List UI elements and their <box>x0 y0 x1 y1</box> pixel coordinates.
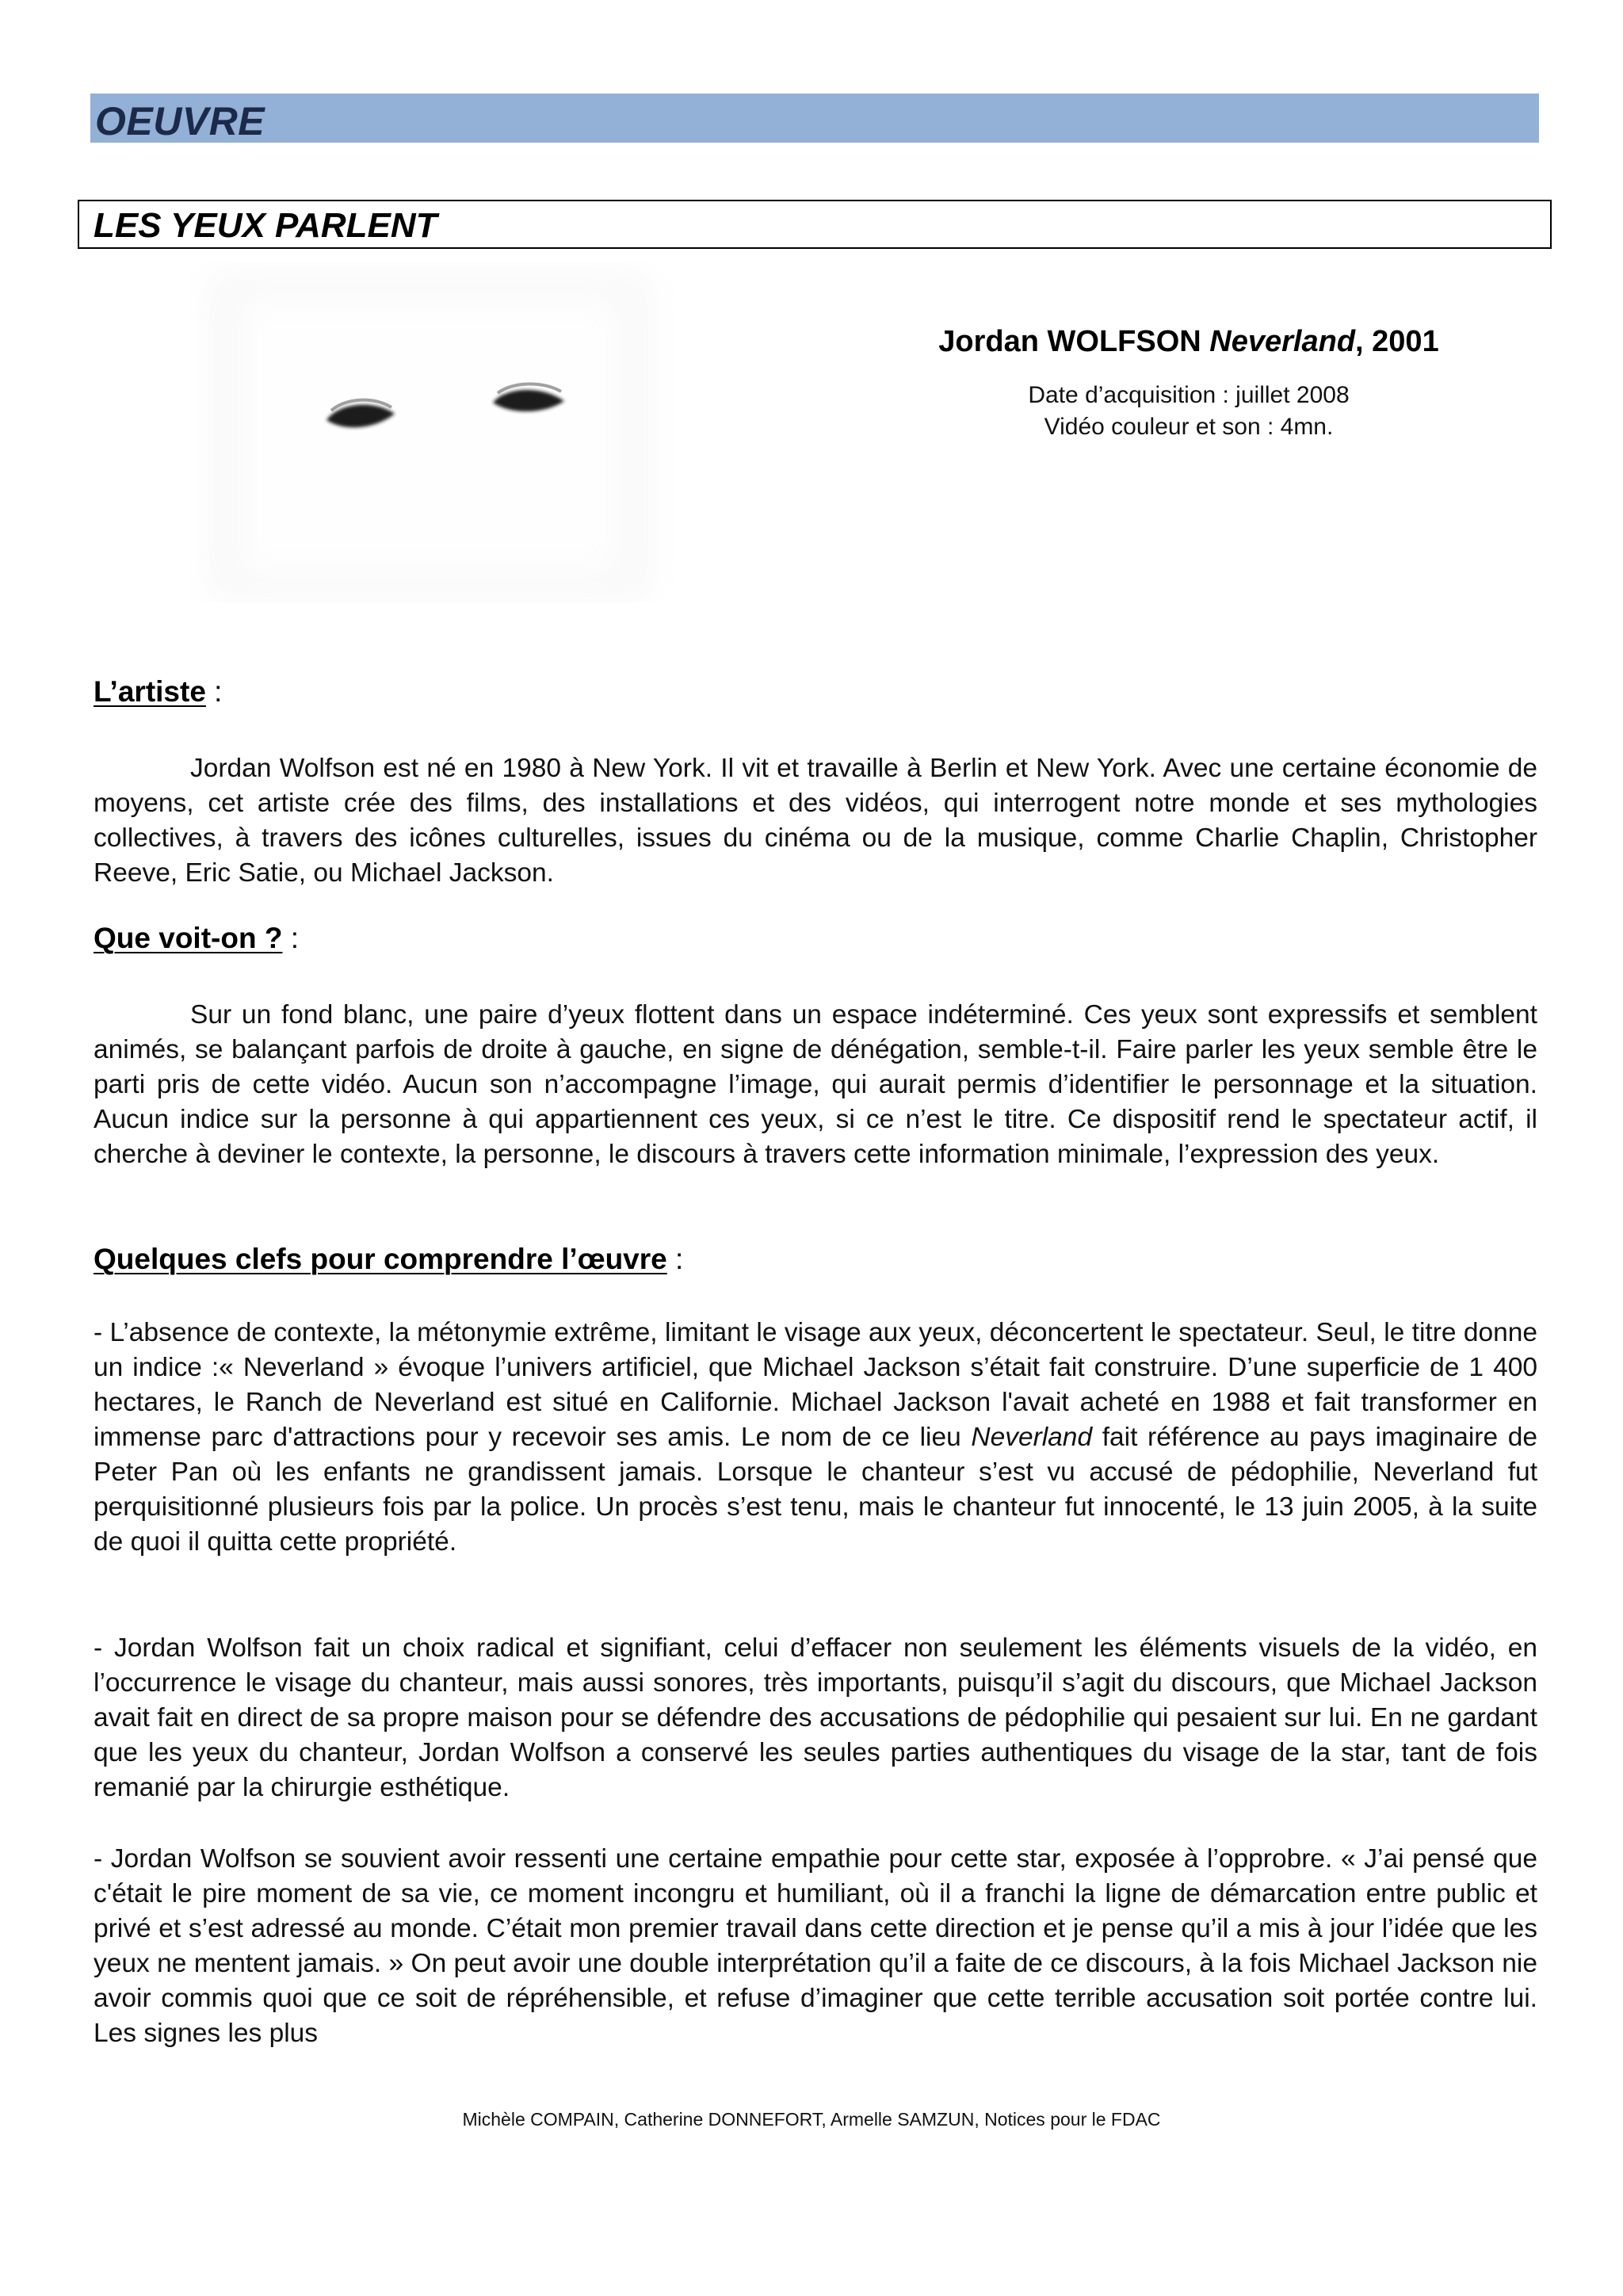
keys-paragraph-2: - Jordan Wolfson fait un choix radical et signifiant, celui d’effacer non seulement les éléments visuels de la vidéo, en l’occurrence le visage du chanteur, mais aussi sonores, très importants, puisqu’il s’agit du discours, que Michael Jackson avait fait en direct de sa propre maison pour se défendre des accusations de pédophilie qui pesaient sur lui. En ne gardant que les yeux du chanteur, Jordan Wolfson a conservé les seules parties authentiques du visage de la star, tant de fois remanié par la chirurgie esthétique. <box>94 1633 1537 1802</box>
section-banner <box>90 94 1539 143</box>
artwork-title: Neverland <box>1209 325 1356 358</box>
keys-paragraph-1-part-a: - L’absence de contexte, la métonymie extrême, limitant le visage aux yeux, déconcertent le spectateur. Seul, le titre donne un indice :« Neverland » évoque l’univers artificiel, que Michael Jackson s’était fait construire. D’une superficie de 1 400 hectares, le Ranch de Neverland est situé en Californie. Michael Jackson l'avait acheté en 1988 et fait transformer en immense parc d'attractions pour y recevoir ses amis. Le nom de ce lieu <box>94 1318 1537 1452</box>
artwork-title-line <box>880 325 1498 359</box>
keys-paragraph-1-italic: Neverland <box>971 1423 1093 1452</box>
artwork-info <box>880 325 1498 443</box>
medium-duration: Vidéo couleur et son : 4mn. <box>1044 414 1334 440</box>
page-subtitle: LES YEUX PARLENT <box>94 206 437 245</box>
page-footer: Michèle COMPAIN, Catherine DONNEFORT, Armelle SAMZUN, Notices pour le FDAC <box>462 2109 1161 2130</box>
heading-suffix: : <box>205 675 223 708</box>
heading-suffix: : <box>666 1243 684 1275</box>
artist-paragraph: Jordan Wolfson est né en 1980 à New York. Il vit et travaille à Berlin et New York. Avec une certaine économie de moyens, cet artiste crée des films, des installations et des vidéos, qui interrogent notre monde et ses mythologies collectives, à travers des icônes culturelles, issues du cinéma ou de la musique, comme Charlie Chaplin, Christopher Reeve, Eric Satie, ou Michael Jackson. <box>94 754 1537 888</box>
heading-label: Quelques clefs pour comprendre l’œuvre <box>94 1243 667 1275</box>
subtitle-box <box>78 200 1552 249</box>
keys-paragraph-1-part-b: fait référence au pays imaginaire de Peter Pan où les enfants ne grandissent jamais. Lorsque le chanteur s’est vu accusé de pédophilie, Neverland fut perquisitionné plusieurs fois par la police. Un procès s’est tenu, mais le chanteur fut innocenté, le 13 juin 2005, à la suite de quoi il quitta cette propriété. <box>94 1423 1537 1557</box>
keys-paragraph-1 <box>94 1316 1537 1560</box>
heading-label: Que voit-on ? <box>94 922 283 954</box>
section-heading-artist <box>94 675 222 709</box>
banner-title: OEUVRE <box>95 99 265 143</box>
heading-label: L’artiste <box>94 675 206 708</box>
acquisition-date: Date d’acquisition : juillet 2008 <box>1028 382 1350 408</box>
heading-suffix: : <box>282 922 299 954</box>
section-heading-what <box>94 922 299 955</box>
eyes-image <box>187 262 678 602</box>
keys-paragraph-3: - Jordan Wolfson se souvient avoir ressenti une certaine empathie pour cette star, exposée à l’opprobre. « J’ai pensé que c'était le pire moment de sa vie, ce moment incongru et humiliant, où il a franchi la ligne de démarcation entre public et privé et s’est adressé au monde. C’était mon premier travail dans cette direction et je pense qu’il a mis à jour l’idée que les yeux ne mentent jamais. » On peut avoir une double interprétation qu’il a faite de ce discours, à la fois Michael Jackson nie avoir commis quoi que ce soit de répréhensible, et refuse d’imaginer que cette terrible accusation soit portée contre lui. Les signes les plus <box>94 1844 1537 2048</box>
artwork-year: , 2001 <box>1355 325 1439 358</box>
artist-name: Jordan WOLFSON <box>938 325 1201 358</box>
what-paragraph: Sur un fond blanc, une paire d’yeux flottent dans un espace indéterminé. Ces yeux sont expressifs et semblent animés, se balançant parfois de droite à gauche, en signe de dénégation, semble-t-il. Faire parler les yeux semble être le parti pris de cette vidéo. Aucun son n’accompagne l’image, qui aurait permis d’identifier le personnage et la situation. Aucun indice sur la personne à qui appartiennent ces yeux, si ce n’est le titre. Ce dispositif rend le spectateur actif, il cherche à deviner le contexte, la personne, le discours à travers cette information minimale, l’expression des yeux. <box>94 1000 1537 1169</box>
section-heading-keys <box>94 1243 683 1276</box>
